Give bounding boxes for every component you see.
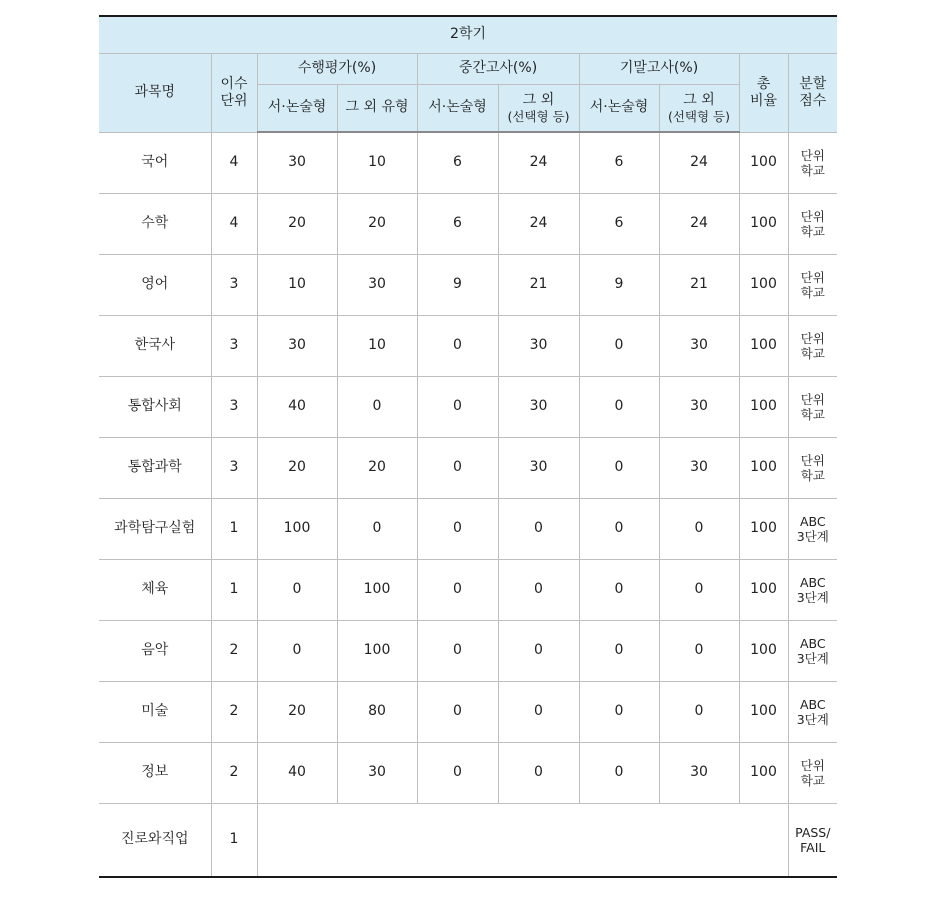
units-cell: 1 xyxy=(211,803,257,877)
total-cell: 100 xyxy=(739,193,788,254)
mid-other-cell: 30 xyxy=(498,437,579,498)
table-row xyxy=(99,376,837,437)
units-cell: 3 xyxy=(211,315,257,376)
mid-essay-cell: 9 xyxy=(417,254,498,315)
split-cell: ABC 3단계 xyxy=(788,620,837,681)
fin-other-cell: 30 xyxy=(659,376,739,437)
subject-cell: 정보 xyxy=(99,742,211,803)
total-cell: 100 xyxy=(739,681,788,742)
fin-essay-cell: 0 xyxy=(579,498,659,559)
fin-other-cell: 21 xyxy=(659,254,739,315)
table-header xyxy=(99,16,837,132)
total-cell: 100 xyxy=(739,498,788,559)
fin-essay-cell: 6 xyxy=(579,132,659,193)
perf-other-header: 그 외 유형 xyxy=(337,84,417,132)
perf-essay-cell: 10 xyxy=(257,254,337,315)
split-cell: 단위 학교 xyxy=(788,193,837,254)
fin-essay-cell: 0 xyxy=(579,559,659,620)
mid-other-header: 그 외 (선택형 등) xyxy=(498,84,579,132)
mid-other-cell: 30 xyxy=(498,315,579,376)
perf-essay-cell: 0 xyxy=(257,620,337,681)
split-cell: 단위 학교 xyxy=(788,132,837,193)
mid-essay-cell: 0 xyxy=(417,376,498,437)
semester-title: 2학기 xyxy=(99,16,837,53)
units-cell: 1 xyxy=(211,498,257,559)
perf-other-cell: 80 xyxy=(337,681,417,742)
table-row xyxy=(99,803,837,877)
fin-essay-cell: 9 xyxy=(579,254,659,315)
units-cell: 2 xyxy=(211,681,257,742)
perf-other-cell: 10 xyxy=(337,315,417,376)
fin-other-cell: 24 xyxy=(659,193,739,254)
split-cell: ABC 3단계 xyxy=(788,559,837,620)
grade-evaluation-table xyxy=(99,15,837,878)
fin-other-cell: 0 xyxy=(659,498,739,559)
split-cell: 단위 학교 xyxy=(788,437,837,498)
split-cell: PASS/ FAIL xyxy=(788,803,837,877)
fin-other-cell: 0 xyxy=(659,620,739,681)
total-cell: 100 xyxy=(739,132,788,193)
midterm-header: 중간고사(%) xyxy=(417,53,579,84)
total-cell: 100 xyxy=(739,437,788,498)
perf-essay-cell: 20 xyxy=(257,437,337,498)
perf-other-cell: 20 xyxy=(337,437,417,498)
total-cell: 100 xyxy=(739,315,788,376)
fin-essay-cell: 0 xyxy=(579,742,659,803)
units-cell: 3 xyxy=(211,437,257,498)
subject-cell: 통합과학 xyxy=(99,437,211,498)
total-cell: 100 xyxy=(739,742,788,803)
perf-other-cell: 20 xyxy=(337,193,417,254)
split-cell: 단위 학교 xyxy=(788,315,837,376)
subject-cell: 진로와직업 xyxy=(99,803,211,877)
perf-other-cell: 0 xyxy=(337,376,417,437)
fin-essay-header: 서·논술형 xyxy=(579,84,659,132)
mid-essay-cell: 0 xyxy=(417,559,498,620)
perf-other-cell: 10 xyxy=(337,132,417,193)
mid-essay-header: 서·논술형 xyxy=(417,84,498,132)
perf-other-cell: 30 xyxy=(337,254,417,315)
units-cell: 2 xyxy=(211,742,257,803)
mid-essay-cell: 0 xyxy=(417,437,498,498)
subject-cell: 과학탐구실험 xyxy=(99,498,211,559)
perf-essay-cell: 0 xyxy=(257,559,337,620)
table-row xyxy=(99,742,837,803)
empty-merged-cell xyxy=(257,803,788,877)
table-row xyxy=(99,193,837,254)
mid-essay-cell: 0 xyxy=(417,681,498,742)
perf-essay-cell: 100 xyxy=(257,498,337,559)
mid-essay-cell: 0 xyxy=(417,620,498,681)
mid-other-cell: 24 xyxy=(498,193,579,254)
table-row xyxy=(99,559,837,620)
mid-other-cell: 30 xyxy=(498,376,579,437)
subject-header: 과목명 xyxy=(99,53,211,132)
fin-essay-cell: 0 xyxy=(579,437,659,498)
mid-other-cell: 0 xyxy=(498,620,579,681)
table-row xyxy=(99,315,837,376)
units-cell: 4 xyxy=(211,132,257,193)
table-row xyxy=(99,437,837,498)
subject-cell: 미술 xyxy=(99,681,211,742)
table-row xyxy=(99,620,837,681)
mid-other-cell: 0 xyxy=(498,742,579,803)
mid-other-cell: 0 xyxy=(498,681,579,742)
subject-cell: 국어 xyxy=(99,132,211,193)
fin-essay-cell: 0 xyxy=(579,315,659,376)
fin-essay-cell: 0 xyxy=(579,620,659,681)
split-cell: ABC 3단계 xyxy=(788,681,837,742)
performance-header: 수행평가(%) xyxy=(257,53,417,84)
table-body xyxy=(99,132,837,877)
perf-essay-cell: 40 xyxy=(257,376,337,437)
split-score-header: 분할 점수 xyxy=(788,53,837,132)
units-cell: 2 xyxy=(211,620,257,681)
split-cell: 단위 학교 xyxy=(788,742,837,803)
split-cell: ABC 3단계 xyxy=(788,498,837,559)
perf-essay-header: 서·논술형 xyxy=(257,84,337,132)
units-cell: 1 xyxy=(211,559,257,620)
mid-other-cell: 21 xyxy=(498,254,579,315)
fin-other-cell: 30 xyxy=(659,742,739,803)
mid-essay-cell: 6 xyxy=(417,193,498,254)
final-header: 기말고사(%) xyxy=(579,53,739,84)
subject-cell: 한국사 xyxy=(99,315,211,376)
mid-essay-cell: 0 xyxy=(417,498,498,559)
table-row xyxy=(99,254,837,315)
units-header: 이수 단위 xyxy=(211,53,257,132)
total-cell: 100 xyxy=(739,376,788,437)
mid-other-cell: 0 xyxy=(498,498,579,559)
fin-other-cell: 30 xyxy=(659,315,739,376)
table-row xyxy=(99,681,837,742)
total-cell: 100 xyxy=(739,559,788,620)
split-cell: 단위 학교 xyxy=(788,376,837,437)
subject-cell: 영어 xyxy=(99,254,211,315)
fin-other-cell: 24 xyxy=(659,132,739,193)
perf-essay-cell: 40 xyxy=(257,742,337,803)
fin-other-cell: 0 xyxy=(659,681,739,742)
table-row xyxy=(99,498,837,559)
fin-essay-cell: 0 xyxy=(579,681,659,742)
perf-other-cell: 100 xyxy=(337,620,417,681)
fin-essay-cell: 6 xyxy=(579,193,659,254)
subject-cell: 통합사회 xyxy=(99,376,211,437)
fin-other-cell: 0 xyxy=(659,559,739,620)
perf-other-cell: 100 xyxy=(337,559,417,620)
mid-essay-cell: 0 xyxy=(417,315,498,376)
fin-essay-cell: 0 xyxy=(579,376,659,437)
perf-essay-cell: 30 xyxy=(257,132,337,193)
total-cell: 100 xyxy=(739,620,788,681)
units-cell: 3 xyxy=(211,376,257,437)
perf-essay-cell: 20 xyxy=(257,193,337,254)
subject-cell: 체육 xyxy=(99,559,211,620)
mid-essay-cell: 0 xyxy=(417,742,498,803)
fin-other-cell: 30 xyxy=(659,437,739,498)
perf-essay-cell: 20 xyxy=(257,681,337,742)
subject-cell: 음악 xyxy=(99,620,211,681)
perf-essay-cell: 30 xyxy=(257,315,337,376)
subject-cell: 수학 xyxy=(99,193,211,254)
table-row xyxy=(99,132,837,193)
fin-other-header: 그 외 (선택형 등) xyxy=(659,84,739,132)
mid-other-cell: 24 xyxy=(498,132,579,193)
perf-other-cell: 0 xyxy=(337,498,417,559)
total-ratio-header: 총 비율 xyxy=(739,53,788,132)
mid-other-cell: 0 xyxy=(498,559,579,620)
units-cell: 3 xyxy=(211,254,257,315)
split-cell: 단위 학교 xyxy=(788,254,837,315)
mid-essay-cell: 6 xyxy=(417,132,498,193)
units-cell: 4 xyxy=(211,193,257,254)
perf-other-cell: 30 xyxy=(337,742,417,803)
total-cell: 100 xyxy=(739,254,788,315)
